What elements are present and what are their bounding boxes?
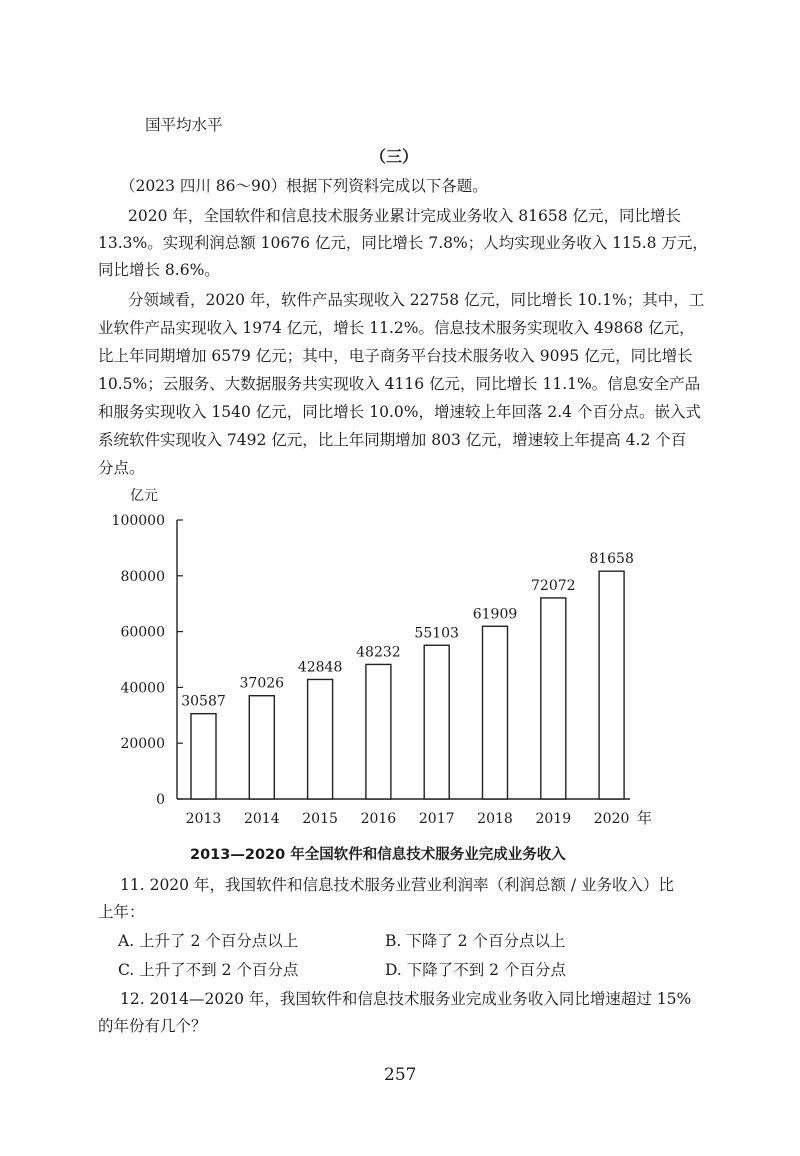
y-tick-label: 40000: [120, 680, 165, 697]
question-stem: 12. 2014—2020 年，我国软件和信息技术服务业完成业务收入同比增速超过 15%: [120, 990, 692, 1008]
y-tick-label: 60000: [120, 624, 165, 641]
x-category-label: 2013: [185, 811, 222, 827]
bar-2020: [599, 571, 624, 799]
option-d: D. 下降了不到 2 个百分点: [385, 961, 566, 979]
paragraph-line: 13.3%。实现利润总额 10676 亿元，同比增长 7.8%；人均实现业务收入 115.8 万元，: [98, 234, 708, 252]
question-stem: 的年份有几个？: [98, 1017, 207, 1035]
bar-value-label: 72072: [531, 577, 576, 594]
x-category-label: 2016: [360, 811, 397, 827]
y-tick-label: 80000: [120, 568, 165, 585]
bar-2015: [308, 679, 333, 799]
question-stem: 上年：: [98, 903, 145, 921]
question-stem: 11. 2020 年，我国软件和信息技术服务业营业利润率（利润总额 / 业务收入）比: [120, 876, 675, 894]
x-axis-unit: 年: [637, 809, 653, 827]
x-category-label: 2019: [535, 811, 572, 827]
paragraph-line: 同比增长 8.6%。: [98, 261, 220, 279]
bar-2013: [191, 714, 216, 799]
bar-value-label: 61909: [472, 606, 518, 623]
bar-2019: [541, 598, 566, 799]
header-fragment: 国平均水平: [145, 116, 223, 134]
bar-value-label: 42848: [297, 659, 343, 676]
y-tick-labels: [112, 513, 165, 808]
section-title: （三）: [370, 147, 419, 166]
x-category-label: 2014: [243, 811, 280, 827]
bar-value-label: 37026: [239, 675, 285, 692]
x-category-label: 2017: [418, 811, 455, 827]
bar-value-label: 48232: [356, 644, 401, 661]
bar-2018: [483, 626, 508, 799]
paragraph-line: 2020 年，全国软件和信息技术服务业累计完成业务收入 81658 亿元，同比增长: [128, 207, 682, 225]
x-category-label: 2020: [593, 811, 630, 827]
bar-2016: [366, 664, 391, 799]
y-tick-label: 100000: [111, 513, 165, 529]
paragraph-line: 分领域看，2020 年，软件产品实现收入 22758 亿元，同比增长 10.1%；其中，工: [128, 291, 705, 309]
paragraph-line: 业软件产品实现收入 1974 亿元，增长 11.2%。信息技术服务实现收入 49868 亿元，: [98, 319, 695, 337]
x-category-label: 2018: [477, 811, 513, 827]
paragraph-line: 系统软件实现收入 7492 亿元，比上年同期增加 803 亿元，增速较上年提高 4.2 个百: [98, 431, 687, 449]
paragraph-line: 分点。: [98, 459, 145, 477]
paragraph-line: 和服务实现收入 1540 亿元，同比增长 10.0%，增速较上年回落 2.4 个百分点。嵌入式: [98, 403, 701, 421]
bar-2014: [249, 696, 274, 799]
bar-value-label: 30587: [181, 693, 226, 710]
bar-2017: [424, 645, 449, 799]
option-b: B. 下降了 2 个百分点以上: [385, 932, 566, 950]
page-number: 257: [384, 1065, 417, 1085]
x-category-labels: [186, 811, 630, 827]
option-a: A. 上升了 2 个百分点以上: [118, 932, 299, 950]
bar-value-label: 81658: [589, 551, 634, 568]
chart-caption: 2013—2020 年全国软件和信息技术服务业完成业务收入: [190, 847, 566, 863]
y-tick-label: 20000: [120, 736, 165, 753]
source-line: （2023 四川 86～90）根据下列资料完成以下各题。: [120, 177, 488, 195]
paragraph-line: 10.5%；云服务、大数据服务共实现收入 4116 亿元，同比增长 11.1%。信息安全产品: [98, 375, 701, 393]
paragraph-line: 比上年同期增加 6579 亿元；其中，电子商务平台技术服务收入 9095 亿元，同比增长: [98, 347, 693, 365]
y-axis-unit: 亿元: [130, 488, 158, 504]
option-c: C. 上升了不到 2 个百分点: [118, 961, 299, 979]
bar-value-label: 55103: [414, 625, 459, 642]
y-tick-label: 0: [156, 792, 165, 808]
x-category-label: 2015: [302, 811, 338, 827]
